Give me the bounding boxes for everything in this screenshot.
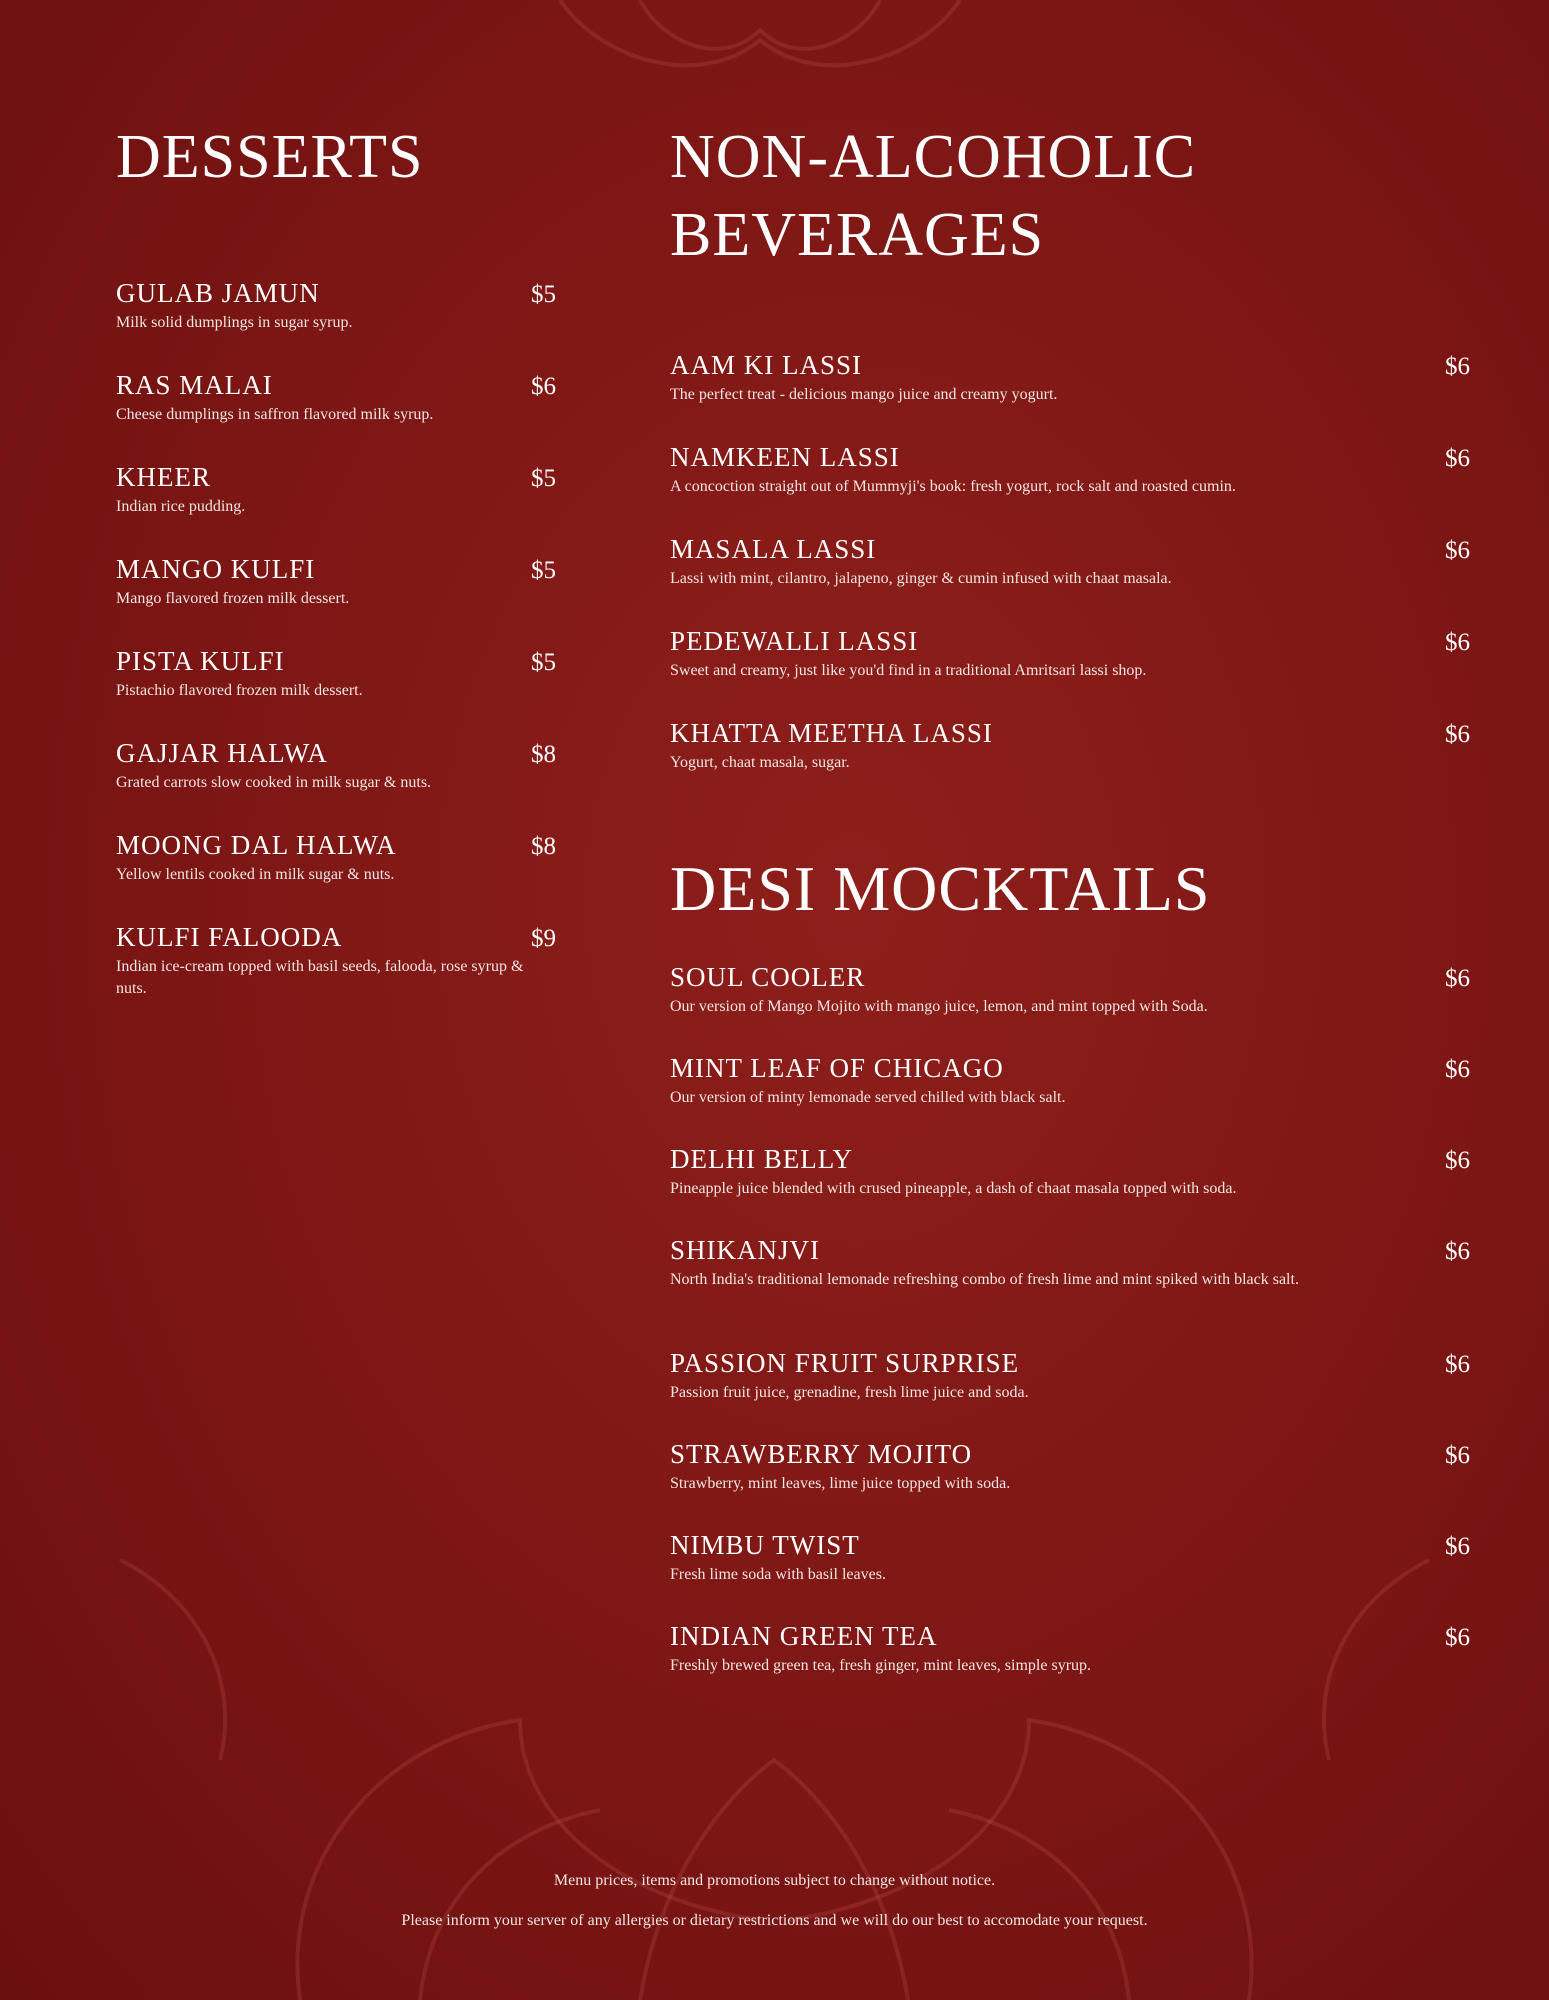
desserts-section bbox=[116, 118, 556, 997]
menu-item-description: Our version of Mango Mojito with mango juice, lemon, and mint topped with Soda. bbox=[670, 998, 1208, 1015]
menu-item-name: MASALA LASSI bbox=[670, 534, 877, 564]
menu-item bbox=[116, 554, 556, 610]
menu-item-price: $9 bbox=[531, 925, 556, 952]
menu-item bbox=[670, 1621, 1470, 1677]
menu-item-name: MOONG DAL HALWA bbox=[116, 830, 397, 860]
menu-item bbox=[116, 462, 556, 518]
menu-item bbox=[116, 370, 556, 426]
menu-item bbox=[670, 1144, 1470, 1200]
menu-item bbox=[670, 1235, 1470, 1291]
desserts-heading: DESSERTS bbox=[116, 123, 424, 191]
menu-item bbox=[670, 1530, 1470, 1586]
menu-item-price: $8 bbox=[531, 741, 556, 768]
menu-item bbox=[670, 534, 1470, 590]
menu-item bbox=[670, 718, 1470, 774]
beverages-heading: NON-ALCOHOLIC BEVERAGES bbox=[670, 123, 1197, 269]
menu-item-description: Indian ice-cream topped with basil seeds, falooda, rose syrup & nuts. bbox=[116, 958, 524, 997]
menu-item-name: SOUL COOLER bbox=[670, 962, 866, 992]
menu-item bbox=[116, 646, 556, 702]
menu-item-price: $6 bbox=[1445, 721, 1470, 748]
menu-item-description: Sweet and creamy, just like you'd find in a traditional Amritsari lassi shop. bbox=[670, 662, 1147, 679]
menu-item-price: $8 bbox=[531, 833, 556, 860]
menu-item-name: STRAWBERRY MOJITO bbox=[670, 1439, 973, 1469]
menu-item-price: $5 bbox=[531, 649, 556, 676]
menu-item-name: GULAB JAMUN bbox=[116, 278, 320, 308]
menu-item-price: $6 bbox=[1445, 1147, 1470, 1174]
menu-item bbox=[670, 1348, 1470, 1404]
menu-item-name: AAM KI LASSI bbox=[670, 350, 863, 380]
menu-item-description: Indian rice pudding. bbox=[116, 498, 246, 515]
menu-item-description: Fresh lime soda with basil leaves. bbox=[670, 1566, 886, 1583]
menu-item-price: $6 bbox=[1445, 1442, 1470, 1469]
menu-item-name: NIMBU TWIST bbox=[670, 1530, 860, 1560]
menu-item-description: Yellow lentils cooked in milk sugar & nuts. bbox=[116, 866, 395, 883]
menu-item-price: $6 bbox=[1445, 965, 1470, 992]
footer-allergy-notice: Please inform your server of any allergies or dietary restrictions and we will do our best to accomodate your request. bbox=[401, 1912, 1148, 1929]
menu-item bbox=[116, 738, 556, 794]
menu-item-name: MANGO KULFI bbox=[116, 554, 316, 584]
menu-item-name: SHIKANJVI bbox=[670, 1235, 820, 1265]
menu-item-name: PEDEWALLI LASSI bbox=[670, 626, 919, 656]
menu-item-description: North India's traditional lemonade refreshing combo of fresh lime and mint spiked with black salt. bbox=[670, 1271, 1299, 1288]
menu-item-price: $5 bbox=[531, 557, 556, 584]
mocktails-heading: DESI MOCKTAILS bbox=[670, 853, 1211, 924]
menu-item-price: $6 bbox=[1445, 1533, 1470, 1560]
footer-price-notice: Menu prices, items and promotions subject to change without notice. bbox=[553, 1872, 996, 1889]
menu-item bbox=[670, 442, 1470, 498]
menu-item bbox=[670, 962, 1470, 1018]
menu-item-description: Pineapple juice blended with crused pineapple, a dash of chaat masala topped with soda. bbox=[670, 1180, 1237, 1197]
menu-item bbox=[670, 350, 1470, 406]
menu-item bbox=[670, 1053, 1470, 1109]
menu-item bbox=[670, 626, 1470, 682]
menu-item bbox=[670, 1439, 1470, 1495]
menu-item-description: Mango flavored frozen milk dessert. bbox=[116, 590, 350, 607]
menu-item-description: Yogurt, chaat masala, sugar. bbox=[670, 754, 850, 771]
menu-item-price: $6 bbox=[531, 373, 556, 400]
menu-item-price: $6 bbox=[1445, 353, 1470, 380]
menu-item-name: MINT LEAF OF CHICAGO bbox=[670, 1053, 1004, 1083]
menu-item-name: PISTA KULFI bbox=[116, 646, 285, 676]
menu-item-description: Cheese dumplings in saffron flavored milk syrup. bbox=[116, 406, 434, 423]
menu-item-description: Milk solid dumplings in sugar syrup. bbox=[116, 314, 353, 331]
menu-item-name: RAS MALAI bbox=[116, 370, 273, 400]
menu-item-description: Passion fruit juice, grenadine, fresh lime juice and soda. bbox=[670, 1384, 1029, 1401]
menu-item-name: PASSION FRUIT SURPRISE bbox=[670, 1348, 1020, 1378]
menu-item-price: $6 bbox=[1445, 1238, 1470, 1265]
mocktails-section bbox=[670, 850, 1470, 1674]
menu-item-price: $6 bbox=[1445, 629, 1470, 656]
menu-item-description: The perfect treat - delicious mango juice and creamy yogurt. bbox=[670, 386, 1058, 403]
menu-item-name: INDIAN GREEN TEA bbox=[670, 1621, 938, 1651]
menu-item-name: DELHI BELLY bbox=[670, 1144, 854, 1174]
menu-item-price: $6 bbox=[1445, 1624, 1470, 1651]
menu-item-name: GAJJAR HALWA bbox=[116, 738, 328, 768]
menu-item-description: A concoction straight out of Mummyji's book: fresh yogurt, rock salt and roasted cumin. bbox=[670, 478, 1236, 495]
menu-item-name: KULFI FALOODA bbox=[116, 922, 343, 952]
menu-item bbox=[116, 922, 556, 1000]
menu-item-description: Freshly brewed green tea, fresh ginger, mint leaves, simple syrup. bbox=[670, 1657, 1092, 1674]
menu-item-description: Lassi with mint, cilantro, jalapeno, ginger & cumin infused with chaat masala. bbox=[670, 570, 1172, 587]
menu-item-price: $5 bbox=[531, 281, 556, 308]
menu-item-name: NAMKEEN LASSI bbox=[670, 442, 900, 472]
menu-item-name: KHATTA MEETHA LASSI bbox=[670, 718, 993, 748]
menu-item-price: $5 bbox=[531, 465, 556, 492]
menu-item-price: $6 bbox=[1445, 537, 1470, 564]
menu-item-description: Pistachio flavored frozen milk dessert. bbox=[116, 682, 363, 699]
menu-item bbox=[116, 830, 556, 886]
menu-item-price: $6 bbox=[1445, 1056, 1470, 1083]
beverages-section bbox=[670, 118, 1470, 771]
menu-item bbox=[116, 278, 556, 334]
menu-item-description: Grated carrots slow cooked in milk sugar & nuts. bbox=[116, 774, 432, 791]
menu-item-name: KHEER bbox=[116, 462, 211, 492]
menu-item-description: Our version of minty lemonade served chilled with black salt. bbox=[670, 1089, 1066, 1106]
menu-item-description: Strawberry, mint leaves, lime juice topped with soda. bbox=[670, 1475, 1011, 1492]
menu-item-price: $6 bbox=[1445, 445, 1470, 472]
menu-item-price: $6 bbox=[1445, 1351, 1470, 1378]
